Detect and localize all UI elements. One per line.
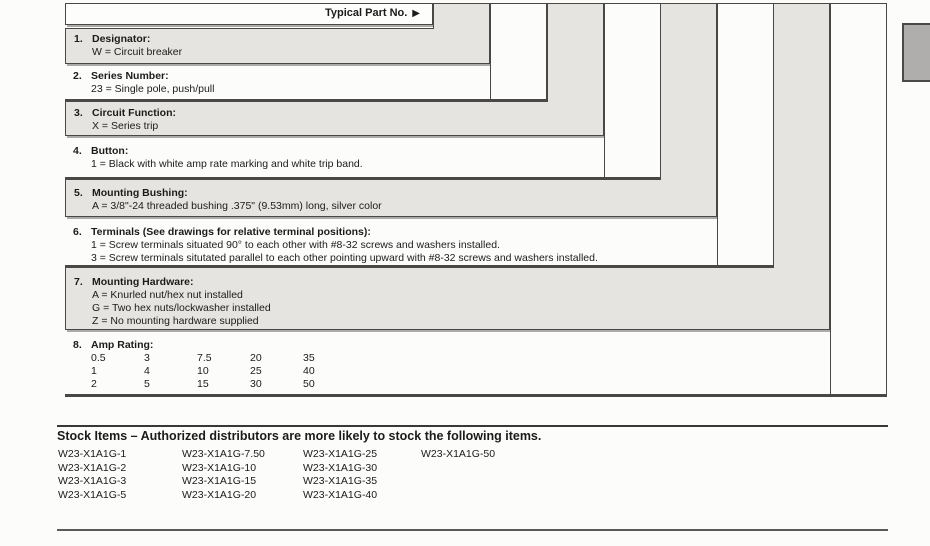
stock-item: W23-X1A1G-25 [303,448,378,460]
section-heading-row [74,33,481,46]
amp-value: 3 [144,352,150,364]
stock-items-column [58,448,126,502]
section-title: Mounting Bushing: [92,187,188,199]
section-box-mounting-bushing [65,179,717,217]
stock-items-column [421,448,495,462]
section-box-terminals [65,217,773,267]
section-number: 4. [73,145,82,157]
section-heading-row [74,187,708,200]
section-box-designator [65,28,490,64]
amp-value: 0.5 [91,352,106,364]
stock-item: W23-X1A1G-3 [58,475,127,487]
section-number: 2. [73,70,82,82]
section-title: Series Number: [91,70,169,82]
amp-value: 5 [144,378,150,390]
column-strip-designator [433,3,490,29]
section-line: Z = No mounting hardware supplied [92,315,259,327]
stock-item: W23-X1A1G-15 [182,475,257,487]
stock-item: W23-X1A1G-2 [58,461,127,474]
section-number: 7. [74,276,83,288]
amp-rating-row [73,378,879,391]
column-strip-mounting-bushing [660,3,717,180]
stock-item: W23-X1A1G-50 [421,448,496,460]
stock-item: W23-X1A1G-5 [58,488,127,501]
section-number: 5. [74,187,83,199]
amp-value: 35 [303,352,315,364]
section-line: A = 3/8"-24 threaded bushing .375" (9.53mm) long, silver color [92,200,382,212]
column-strip-circuit-function [547,3,604,102]
section-heading-row [74,107,595,120]
section-heading-row [73,145,652,158]
column-strip-terminals [717,3,774,265]
amp-rating-row [73,352,879,365]
stock-item: W23-X1A1G-40 [303,488,378,501]
stock-item: W23-X1A1G-1 [58,448,127,460]
stock-item: W23-X1A1G-35 [303,475,378,487]
stock-item: W23-X1A1G-20 [182,488,257,501]
section-title: Designator: [92,33,151,45]
typical-part-no-label [65,3,433,25]
stock-item: W23-X1A1G-7.50 [182,448,265,460]
stock-item: W23-X1A1G-10 [182,461,257,474]
amp-value: 50 [303,378,315,390]
section-box-button [65,136,660,179]
section-heading-row [74,276,821,289]
section-box-circuit-function [65,101,604,136]
side-tab-marker [902,23,930,82]
amp-value: 40 [303,365,315,377]
section-title: Terminals (See drawings for relative terminal positions): [91,226,371,238]
section-heading-row [73,226,765,239]
stock-item: W23-X1A1G-30 [303,461,378,474]
section-line: X = Series trip [92,120,159,132]
section-title: Circuit Function: [92,107,176,119]
section-box-series-number [65,64,547,101]
amp-value: 25 [250,365,262,377]
section-line: 1 = Black with white amp rate marking and white trip band. [91,158,363,170]
column-strip-amp-rating [830,3,887,394]
section-line: 3 = Screw terminals situtated parallel to each other pointing upward with #8-32 screws and washers installed. [91,252,598,264]
amp-value: 1 [91,365,97,377]
section-line: G = Two hex nuts/lockwasher installed [92,302,271,314]
section-number: 3. [74,107,83,119]
section-title: Amp Rating: [91,339,154,351]
section-title: Mounting Hardware: [92,276,194,288]
section-title: Button: [91,145,129,157]
column-strip-series-number [490,3,547,99]
section-number: 1. [74,33,83,45]
amp-value: 15 [197,378,209,390]
section-line: 1 = Screw terminals situated 90° to each other with #8-32 screws and washers installed. [91,239,500,251]
section-box-amp-rating [65,330,887,397]
divider-rule-bottom [57,529,888,531]
stock-items-heading: Stock Items – Authorized distributors are more likely to stock the following items. [57,429,542,443]
amp-value: 2 [91,378,97,390]
amp-value: 4 [144,365,150,377]
amp-rating-row [73,365,879,378]
amp-value: 20 [250,352,262,364]
section-number: 6. [73,226,82,238]
typical-part-no-text: Typical Part No. [324,7,408,19]
column-strip-mounting-hardware [773,3,830,268]
section-line: A = Knurled nut/hex nut installed [92,289,243,301]
section-heading-row [73,70,539,83]
arrow-right-icon: ▶ [412,8,420,19]
stock-items-column [182,448,265,502]
amp-value: 7.5 [197,352,212,364]
stock-items-column [303,448,377,502]
section-heading-row [73,339,879,352]
divider-rule-top [57,425,888,427]
section-box-mounting-hardware [65,267,830,330]
amp-value: 10 [197,365,209,377]
section-number: 8. [73,339,82,351]
amp-value: 30 [250,378,262,390]
column-strip-button [604,3,661,177]
section-line: 23 = Single pole, push/pull [91,83,215,95]
section-line: W = Circuit breaker [92,46,183,58]
